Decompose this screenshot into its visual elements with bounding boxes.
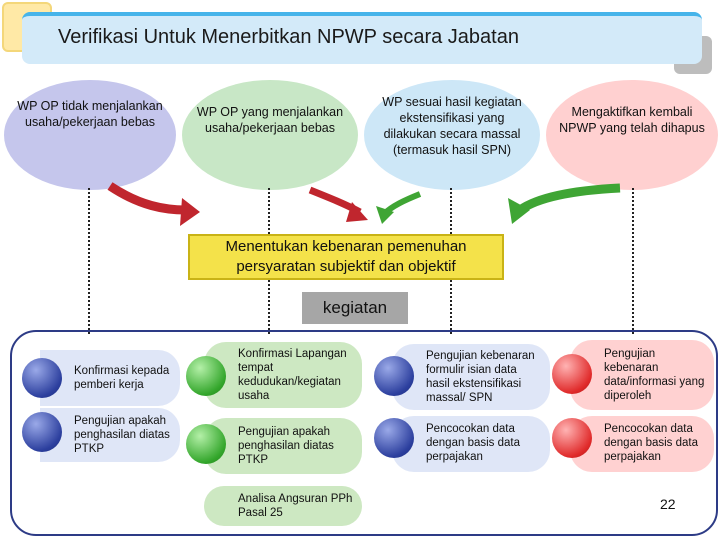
- page-number: 22: [660, 496, 676, 512]
- activities-label: kegiatan: [302, 292, 408, 324]
- activity-3-2: [392, 416, 550, 472]
- activity-text: Analisa Angsuran PPh Pasal 25: [238, 493, 353, 519]
- activity-text: Pengujian kebenaran data/informasi yang diperoleh: [604, 348, 705, 402]
- arrow-red-1-head: [180, 198, 200, 226]
- bullet-red-2: [552, 418, 592, 458]
- condition-4: Mengaktifkan kembali NPWP yang telah dihapus: [546, 80, 718, 190]
- page-title: Verifikasi Untuk Menerbitkan NPWP secara Jabatan: [58, 26, 519, 48]
- activity-text: Konfirmasi kepada pemberi kerja: [74, 365, 170, 391]
- activity-text: Pencocokan data dengan basis data perpajakan: [604, 423, 698, 463]
- bullet-blue-2: [22, 412, 62, 452]
- condition-2: WP OP yang menjalankan usaha/pekerjaan bebas: [182, 80, 358, 190]
- activity-text: Pengujian apakah penghasilan diatas PTKP: [238, 426, 334, 466]
- bullet-green-1: [186, 356, 226, 396]
- activity-2-2: [204, 418, 362, 474]
- activity-4-2: [570, 416, 714, 472]
- activity-2-3: [204, 486, 362, 526]
- bullet-blue-1: [22, 358, 62, 398]
- bullet-blue-4: [374, 418, 414, 458]
- activity-text: Pengujian kebenaran formulir isian data hasil ekstensifikasi massal/ SPN: [426, 350, 535, 404]
- condition-3: WP sesuai hasil kegiatan ekstensifikasi yang dilakukan secara massal (termasuk hasil SPN): [364, 80, 540, 190]
- activity-text: Konfirmasi Lapangan tempat kedudukan/kegiatan usaha: [238, 348, 347, 402]
- arrow-red-1: [110, 186, 186, 210]
- activity-2-1: [204, 342, 362, 408]
- activity-text: Pengujian apakah penghasilan diatas PTKP: [74, 415, 170, 455]
- activity-3-1: [392, 344, 550, 410]
- arrow-green-2: [520, 188, 620, 210]
- bullet-green-2: [186, 424, 226, 464]
- activity-text: Pencocokan data dengan basis data perpajakan: [426, 423, 520, 463]
- bullet-blue-3: [374, 356, 414, 396]
- bullet-red-1: [552, 354, 592, 394]
- condition-1: WP OP tidak menjalankan usaha/pekerjaan bebas: [4, 80, 176, 190]
- central-box: Menentukan kebenaran pemenuhan persyaratan subjektif dan objektif: [188, 234, 504, 280]
